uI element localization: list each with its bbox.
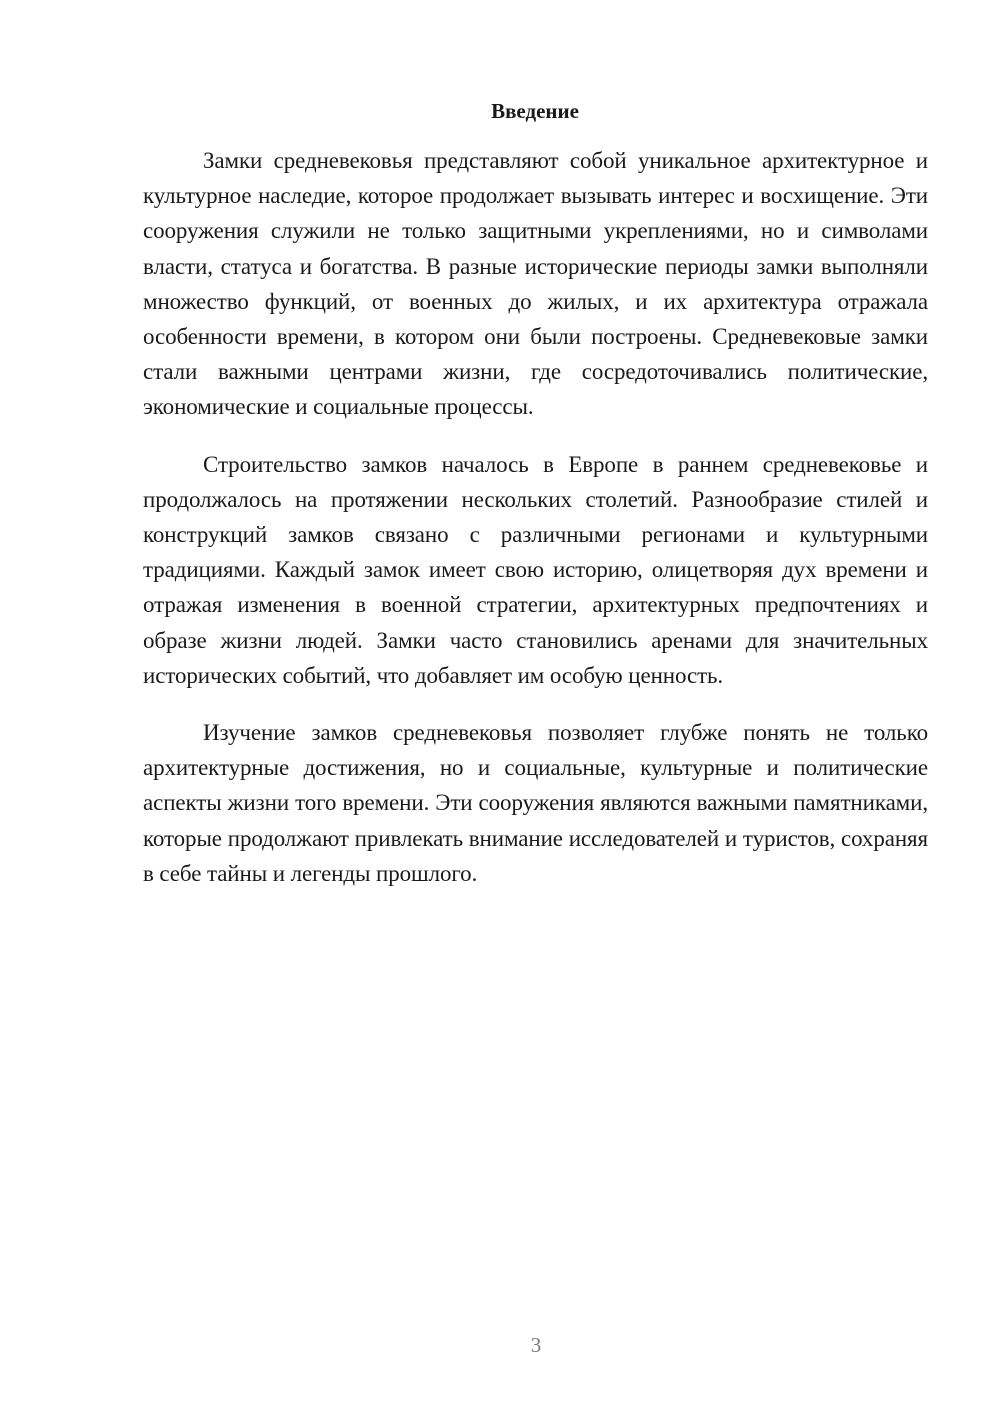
paragraph-3: Изучение замков средневековья позволяет глубже понять не только архитектурные достижения, но и социальные, культурные и политические аспекты жизни того времени. Эти сооружения являются важными памятниками, которые продолжают привлекать внимание исследователей и туристов, сохраняя в себе тайны и легенды прошлого. <box>143 720 928 886</box>
document-body <box>143 143 928 913</box>
section-title: Введение <box>491 99 579 123</box>
paragraph-2: Строительство замков началось в Европе в раннем средневековье и продолжалось на протяжении нескольких столетий. Разнообразие стилей и конструкций замков связано с различными регионами и культурными традициями. Каждый замок имеет свою историю, олицетворяя дух времени и отражая изменения в военной стратегии, архитектурных предпочтениях и образе жизни людей. Замки часто становились аренами для значительных исторических событий, что добавляет им особую ценность. <box>143 451 928 688</box>
paragraph-1: Замки средневековья представляют собой уникальное архитектурное и культурное наследие, которое продолжает вызывать интерес и восхищение. Эти сооружения служили не только защитными укреплениями, но и символами власти, статуса и богатства. В разные исторические периоды замки выполняли множество функций, от военных до жилых, и их архитектура отражала особенности времени, в котором они были построены. Средневековые замки стали важными центрами жизни, где сосредоточивались политические, экономические и социальные процессы. <box>143 148 928 420</box>
page-number: 3 <box>530 1333 542 1357</box>
